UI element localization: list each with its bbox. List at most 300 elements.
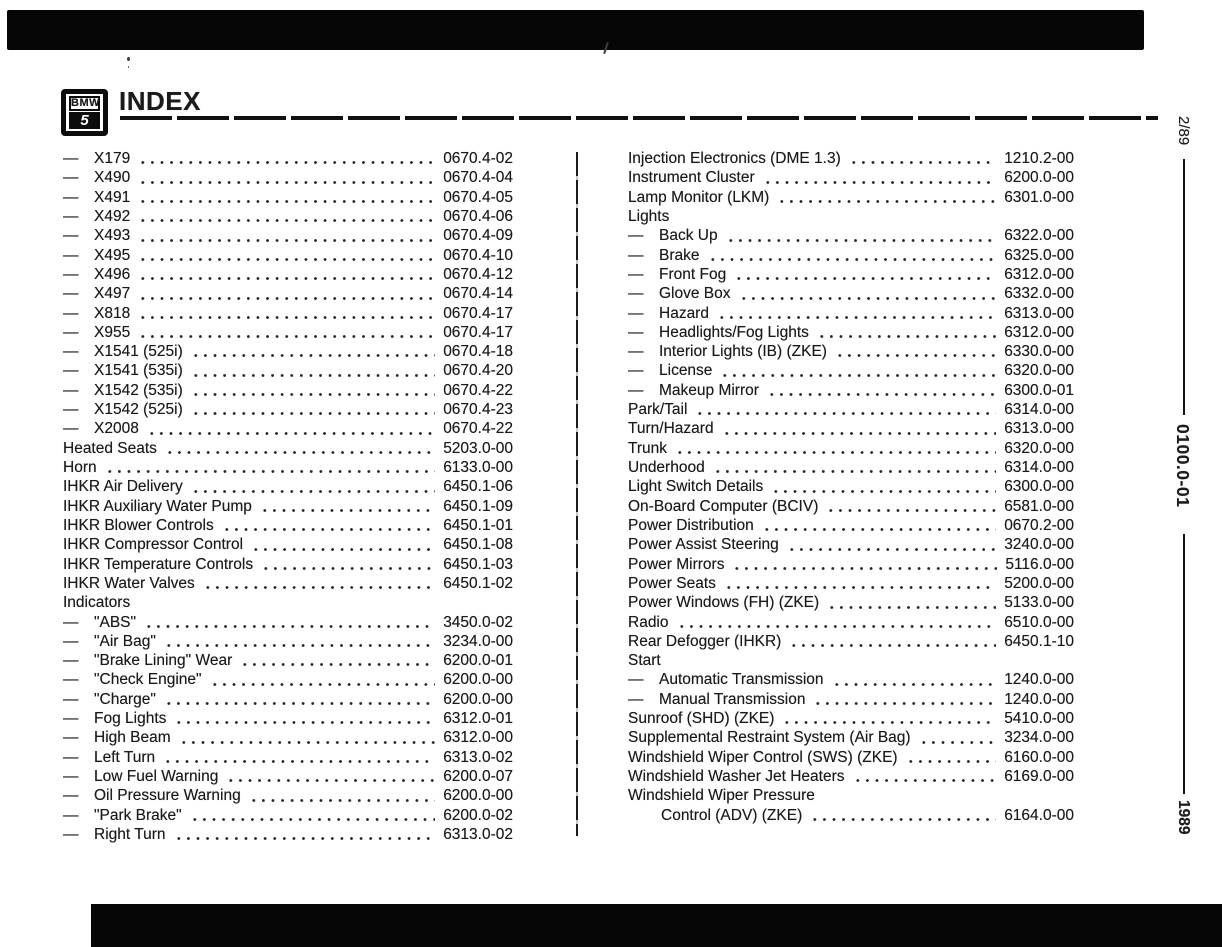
index-entry	[63, 690, 513, 709]
entry-page-number: 6325.0-00	[1004, 246, 1074, 264]
entry-label: Fog Lights	[94, 710, 167, 728]
margin-rule	[1183, 534, 1185, 794]
index-entry	[628, 400, 1074, 419]
entry-label: Brake	[659, 246, 700, 264]
index-entry	[63, 825, 513, 844]
entry-dash: —	[628, 671, 644, 689]
entry-label: Automatic Transmission	[659, 671, 824, 689]
dot-leader	[261, 555, 435, 574]
index-entry	[63, 342, 513, 361]
entry-dash: —	[63, 401, 79, 419]
bmw-5-series-logo	[61, 89, 108, 136]
entry-label: X179	[94, 150, 131, 167]
entry-label: Lamp Monitor (LKM)	[628, 188, 770, 206]
index-entry	[63, 323, 513, 342]
dot-leader	[138, 323, 435, 342]
entry-label: Left Turn	[94, 748, 156, 766]
dot-leader	[165, 439, 435, 458]
index-entry	[63, 632, 513, 651]
entry-page-number: 0670.4-10	[443, 246, 513, 264]
index-entry	[63, 748, 513, 767]
dot-leader	[138, 284, 435, 303]
dot-leader	[138, 226, 435, 245]
entry-page-number: 0670.4-06	[443, 207, 513, 225]
entry-page-number: 6313.0-02	[443, 748, 513, 766]
dot-leader	[906, 748, 997, 767]
index-left-column	[63, 149, 513, 844]
index-entry	[63, 265, 513, 284]
entry-label: Trunk	[628, 439, 668, 457]
entry-label: X2008	[94, 420, 139, 438]
entry-dash: —	[63, 381, 79, 399]
entry-page-number: 6450.1-03	[443, 555, 513, 573]
dot-leader	[717, 304, 996, 323]
entry-dash: —	[628, 690, 644, 708]
entry-dash: —	[63, 690, 79, 708]
entry-label: Front Fog	[659, 265, 727, 283]
dot-leader	[191, 400, 435, 419]
index-entry	[628, 767, 1074, 786]
entry-label: X490	[94, 169, 131, 187]
index-entry	[628, 265, 1074, 284]
index-entry	[628, 728, 1074, 747]
dot-leader	[919, 728, 997, 747]
entry-dash: —	[63, 420, 79, 438]
index-entry	[63, 516, 513, 535]
entry-label: Radio	[628, 613, 669, 631]
logo-brand-text: BMW	[71, 97, 100, 109]
dot-leader	[190, 806, 436, 825]
index-entry	[628, 284, 1074, 303]
margin-rule	[1183, 159, 1185, 415]
index-entry	[628, 439, 1074, 458]
entry-page-number: 0670.2-00	[1004, 516, 1074, 534]
dot-leader	[675, 439, 996, 458]
entry-label: Injection Electronics (DME 1.3)	[628, 150, 841, 167]
index-entry	[63, 806, 513, 825]
entry-dash: —	[63, 787, 79, 805]
entry-page-number: 0670.4-17	[443, 323, 513, 341]
entry-page-number: 6332.0-00	[1004, 285, 1074, 303]
entry-dash: —	[628, 304, 644, 322]
entry-label: Sunroof (SHD) (ZKE)	[628, 710, 775, 728]
entry-page-number: 3234.0-00	[443, 632, 513, 650]
entry-page-number: 0670.4-14	[443, 285, 513, 303]
entry-page-number: 6312.0-00	[443, 729, 513, 747]
index-entry	[63, 400, 513, 419]
entry-label: IHKR Temperature Controls	[63, 555, 254, 573]
index-entry	[628, 381, 1074, 400]
entry-label: Power Distribution	[628, 516, 754, 534]
entry-label: Windshield Wiper Control (SWS) (ZKE)	[628, 748, 898, 766]
entry-page-number: 6510.0-00	[1004, 613, 1074, 631]
entry-label: Rear Defogger (IHKR)	[628, 632, 782, 650]
index-entry	[63, 304, 513, 323]
scan-speck	[127, 57, 130, 61]
dot-leader	[787, 535, 996, 554]
entry-label: "Check Engine"	[94, 671, 202, 689]
dot-leader	[827, 593, 996, 612]
entry-page-number: 0670.4-20	[443, 362, 513, 380]
entry-label: Supplemental Restraint System (Air Bag)	[628, 729, 911, 747]
entry-label: "Brake Lining" Wear	[94, 652, 233, 670]
index-entry	[63, 670, 513, 689]
entry-page-number: 5200.0-00	[1004, 574, 1074, 592]
entry-page-number: 6450.1-01	[443, 516, 513, 534]
entry-dash: —	[628, 323, 644, 341]
entry-page-number: 6300.0-00	[1004, 478, 1074, 496]
dot-leader	[722, 419, 997, 438]
index-entry	[63, 284, 513, 303]
entry-label: Headlights/Fog Lights	[659, 323, 809, 341]
index-entry	[63, 381, 513, 400]
entry-page-number: 0670.4-04	[443, 169, 513, 187]
entry-page-number: 6330.0-00	[1004, 343, 1074, 361]
dot-leader	[138, 304, 435, 323]
index-entry	[628, 516, 1074, 535]
entry-label: Instrument Cluster	[628, 169, 755, 187]
index-entry	[628, 709, 1074, 728]
index-entry	[63, 593, 513, 612]
index-entry	[63, 535, 513, 554]
dot-leader	[732, 555, 997, 574]
entry-page-number: 1240.0-00	[1004, 671, 1074, 689]
entry-label: Manual Transmission	[659, 690, 806, 708]
dot-leader	[260, 497, 435, 516]
entry-page-number: 6450.1-09	[443, 497, 513, 515]
dot-leader	[853, 767, 997, 786]
entry-page-number: 6312.0-00	[1004, 265, 1074, 283]
entry-label: X1542 (535i)	[94, 381, 183, 399]
dot-leader	[695, 400, 996, 419]
entry-page-number: 0670.4-02	[443, 150, 513, 167]
entry-label: Power Mirrors	[628, 555, 725, 573]
dot-leader	[739, 284, 997, 303]
dot-leader	[708, 246, 997, 265]
dot-leader	[734, 265, 996, 284]
entry-page-number: 6200.0-07	[443, 768, 513, 785]
page-title: INDEX	[119, 86, 201, 116]
entry-label: Makeup Mirror	[659, 381, 759, 399]
entry-dash: —	[63, 748, 79, 766]
entry-label: Turn/Hazard	[628, 420, 714, 438]
entry-page-number: 6314.0-00	[1004, 401, 1074, 419]
dot-leader	[144, 613, 435, 632]
index-entry	[628, 361, 1074, 380]
entry-page-number: 5133.0-00	[1004, 594, 1074, 612]
entry-page-number: 0670.4-22	[443, 420, 513, 438]
dot-leader	[191, 342, 435, 361]
entry-dash: —	[628, 285, 644, 303]
entry-label: Glove Box	[659, 285, 731, 303]
dot-leader	[138, 265, 435, 284]
entry-dash: —	[63, 150, 79, 167]
entry-label: Windshield Wiper Pressure	[628, 787, 815, 805]
entry-label: X497	[94, 285, 131, 303]
index-entry	[628, 323, 1074, 342]
entry-label: X491	[94, 188, 131, 206]
entry-label: "Park Brake"	[94, 806, 182, 824]
entry-dash: —	[63, 710, 79, 728]
entry-dash: —	[628, 246, 644, 264]
column-divider-line	[576, 152, 578, 836]
dot-leader	[163, 748, 435, 767]
entry-label: Park/Tail	[628, 401, 688, 419]
entry-dash: —	[63, 825, 79, 843]
dot-leader	[810, 806, 996, 825]
entry-label: "Air Bag"	[94, 632, 156, 650]
entry-page-number: 6200.0-01	[443, 652, 513, 670]
entry-dash: —	[63, 652, 79, 670]
index-entry	[63, 439, 513, 458]
entry-dash: —	[628, 265, 644, 283]
entry-dash: —	[63, 729, 79, 747]
entry-dash: —	[63, 671, 79, 689]
entry-label: Light Switch Details	[628, 478, 764, 496]
entry-label: IHKR Water Valves	[63, 574, 195, 592]
entry-label: X496	[94, 265, 131, 283]
entry-label: X955	[94, 323, 131, 341]
entry-page-number: 6320.0-00	[1004, 439, 1074, 457]
dot-leader	[105, 458, 436, 477]
entry-page-number: 6300.0-01	[1004, 381, 1074, 399]
entry-page-number: 6450.1-02	[443, 574, 513, 592]
index-entry	[628, 535, 1074, 554]
entry-page-number: 6169.0-00	[1004, 768, 1074, 785]
index-entry	[628, 246, 1074, 265]
dot-leader	[726, 226, 997, 245]
entry-page-number: 6200.0-00	[443, 671, 513, 689]
dot-leader	[191, 477, 435, 496]
dot-leader	[677, 613, 997, 632]
dot-leader	[777, 188, 996, 207]
index-entry	[628, 419, 1074, 438]
index-entry	[63, 497, 513, 516]
entry-page-number: 6313.0-00	[1004, 420, 1074, 438]
dot-leader	[789, 632, 996, 651]
entry-page-number: 3234.0-00	[1004, 729, 1074, 747]
entry-dash: —	[63, 207, 79, 225]
entry-dash: —	[63, 246, 79, 264]
index-entry	[63, 613, 513, 632]
entry-label: Oil Pressure Warning	[94, 787, 241, 805]
entry-page-number: 6160.0-00	[1004, 748, 1074, 766]
index-entry	[628, 342, 1074, 361]
dot-leader	[174, 825, 436, 844]
entry-dash: —	[63, 285, 79, 303]
index-entry	[628, 207, 1074, 226]
entry-page-number: 5116.0-00	[1005, 555, 1074, 573]
entry-page-number: 0670.4-23	[443, 401, 513, 419]
entry-page-number: 6581.0-00	[1004, 497, 1074, 515]
entry-label: X1541 (525i)	[94, 343, 183, 361]
index-entry	[63, 226, 513, 245]
entry-page-number: 6200.0-00	[1004, 169, 1074, 187]
dot-leader	[817, 323, 996, 342]
index-entry	[628, 806, 1074, 825]
entry-page-number: 0670.4-05	[443, 188, 513, 206]
entry-page-number: 0670.4-17	[443, 304, 513, 322]
dot-leader	[179, 728, 436, 747]
dot-leader	[164, 690, 435, 709]
entry-page-number: 6200.0-00	[443, 690, 513, 708]
dot-leader	[835, 342, 996, 361]
entry-page-number: 6322.0-00	[1004, 227, 1074, 245]
dot-leader	[147, 419, 435, 438]
entry-label: X1541 (535i)	[94, 362, 183, 380]
entry-page-number: 6313.0-00	[1004, 304, 1074, 322]
index-entry	[63, 207, 513, 226]
entry-label: On-Board Computer (BCIV)	[628, 497, 819, 515]
dot-leader	[138, 207, 435, 226]
index-entry	[628, 748, 1074, 767]
entry-label: X495	[94, 246, 131, 264]
index-entry	[63, 168, 513, 187]
index-entry	[63, 555, 513, 574]
entry-label: Low Fuel Warning	[94, 768, 219, 785]
dot-leader	[249, 786, 435, 805]
dot-leader	[763, 168, 997, 187]
entry-label: Hazard	[659, 304, 709, 322]
entry-page-number: 1210.2-00	[1004, 150, 1074, 167]
entry-label: Start	[628, 652, 661, 670]
dot-leader	[724, 574, 996, 593]
dot-leader	[832, 670, 997, 689]
scan-artifact-bottom-bar	[91, 904, 1222, 947]
entry-page-number: 6313.0-02	[443, 825, 513, 843]
entry-label: Right Turn	[94, 825, 166, 843]
dot-leader	[771, 477, 996, 496]
dot-leader	[240, 651, 435, 670]
entry-label: Indicators	[63, 594, 131, 612]
entry-dash: —	[63, 613, 79, 631]
entry-page-number: 5203.0-00	[443, 439, 513, 457]
index-entry	[628, 477, 1074, 496]
index-entry	[628, 613, 1074, 632]
index-entry	[628, 458, 1074, 477]
entry-page-number: 6164.0-00	[1004, 806, 1074, 824]
entry-label: Control (ADV) (ZKE)	[661, 806, 803, 824]
index-entry	[628, 632, 1074, 651]
entry-dash: —	[63, 343, 79, 361]
dot-leader	[210, 670, 436, 689]
entry-dash: —	[63, 806, 79, 824]
index-right-column	[628, 149, 1074, 825]
index-entry	[63, 728, 513, 747]
dot-leader	[826, 497, 996, 516]
index-entry	[628, 304, 1074, 323]
index-entry	[63, 246, 513, 265]
entry-page-number: 5410.0-00	[1004, 710, 1074, 728]
entry-label: Interior Lights (IB) (ZKE)	[659, 343, 827, 361]
dot-leader	[251, 535, 435, 554]
entry-page-number: 6450.1-08	[443, 536, 513, 554]
index-entry	[628, 168, 1074, 187]
entry-label: High Beam	[94, 729, 171, 747]
entry-page-number: 0670.4-18	[443, 343, 513, 361]
index-entry	[628, 651, 1074, 670]
index-entry	[628, 188, 1074, 207]
entry-page-number: 6200.0-02	[443, 806, 513, 824]
index-entry	[63, 709, 513, 728]
dot-leader	[138, 149, 435, 168]
dot-leader	[782, 709, 996, 728]
index-entry	[63, 419, 513, 438]
index-entry	[63, 767, 513, 786]
dot-leader	[813, 690, 996, 709]
entry-label: IHKR Air Delivery	[63, 478, 183, 496]
margin-issue-date: 2/89	[1175, 116, 1192, 146]
index-entry	[63, 361, 513, 380]
index-entry	[628, 786, 1074, 805]
entry-label: "ABS"	[94, 613, 137, 631]
index-entry	[63, 188, 513, 207]
entry-label: Windshield Washer Jet Heaters	[628, 768, 845, 785]
index-entry	[63, 651, 513, 670]
entry-dash: —	[63, 227, 79, 245]
dot-leader	[138, 246, 435, 265]
entry-label: X493	[94, 227, 131, 245]
entry-label: License	[659, 362, 713, 380]
entry-label: IHKR Auxiliary Water Pump	[63, 497, 252, 515]
entry-dash: —	[628, 362, 644, 380]
dot-leader	[849, 149, 996, 168]
entry-dash: —	[628, 343, 644, 361]
entry-dash: —	[63, 768, 79, 785]
entry-page-number: 3240.0-00	[1004, 536, 1074, 554]
entry-page-number: 6301.0-00	[1004, 188, 1074, 206]
entry-page-number: 6312.0-00	[1004, 323, 1074, 341]
scan-artifact-top-bar	[7, 10, 1144, 50]
entry-label: Horn	[63, 459, 97, 476]
entry-label: Underhood	[628, 459, 705, 476]
index-entry	[628, 593, 1074, 612]
entry-page-number: 6312.0-01	[443, 710, 513, 728]
logo-series-text: 5	[69, 112, 100, 129]
index-entry	[628, 555, 1074, 574]
dot-leader	[164, 632, 435, 651]
entry-label: Power Windows (FH) (ZKE)	[628, 594, 820, 612]
dot-leader	[720, 361, 996, 380]
entry-label: Lights	[628, 207, 670, 225]
index-entry	[628, 574, 1074, 593]
index-entry	[63, 574, 513, 593]
dot-leader	[203, 574, 435, 593]
entry-dash: —	[63, 304, 79, 322]
dot-leader	[138, 188, 435, 207]
dot-leader	[191, 361, 435, 380]
dot-leader	[762, 516, 996, 535]
entry-dash: —	[628, 227, 644, 245]
entry-label: Back Up	[659, 227, 718, 245]
dot-leader	[174, 709, 435, 728]
entry-page-number: 0670.4-12	[443, 265, 513, 283]
dot-leader	[226, 767, 435, 786]
entry-label: X1542 (525i)	[94, 401, 183, 419]
dot-leader	[222, 516, 435, 535]
entry-page-number: 6450.1-06	[443, 478, 513, 496]
entry-label: Power Assist Steering	[628, 536, 779, 554]
entry-dash: —	[63, 362, 79, 380]
dot-leader	[767, 381, 996, 400]
entry-label: Heated Seats	[63, 439, 157, 457]
entry-dash: —	[63, 169, 79, 187]
index-entry	[63, 786, 513, 805]
index-entry	[63, 458, 513, 477]
entry-dash: —	[628, 381, 644, 399]
dot-leader	[713, 458, 996, 477]
entry-label: X492	[94, 207, 131, 225]
